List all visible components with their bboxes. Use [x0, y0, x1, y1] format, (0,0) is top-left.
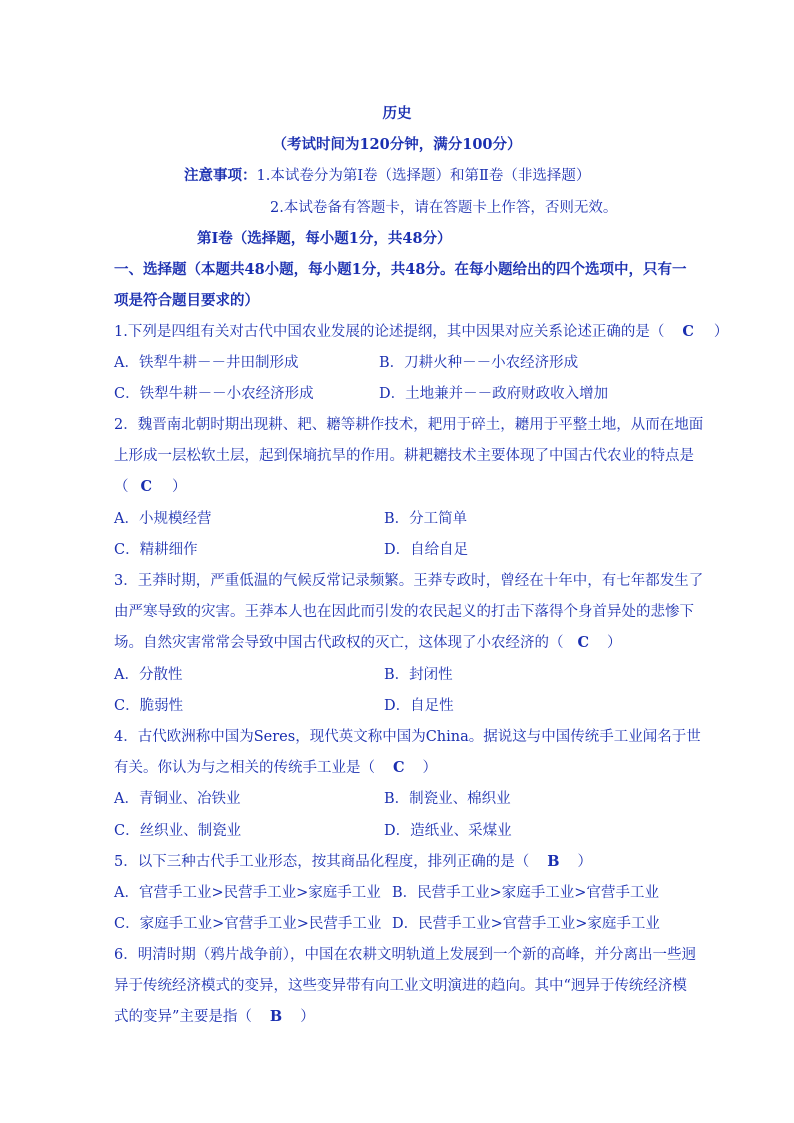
notice-line-1	[184, 166, 590, 186]
question-2-option-b: B．分工简单	[384, 511, 468, 527]
question-2-option-d: D．自给自足	[384, 542, 469, 558]
question-4-option-a: A．青铜业、冶铁业	[114, 791, 241, 807]
volume-title: 第Ⅰ卷（选择题，每小题1分，共48分）	[197, 230, 452, 247]
question-2-answer-line	[114, 477, 187, 497]
question-1-option-c: C．铁犁牛耕－－小农经济形成	[114, 386, 314, 402]
question-3-line-1: 3．王莽时期，严重低温的气候反常记录频繁。王莽专政时，曾经在十年中，有七年都发生了	[114, 573, 704, 589]
question-3-option-c: C．脆弱性	[114, 698, 184, 714]
question-1-option-d: D．土地兼并－－政府财政收入增加	[379, 386, 609, 402]
question-5-option-d: D．民营手工业>官营手工业>家庭手工业	[392, 916, 660, 932]
question-4-answer: C	[393, 759, 405, 776]
question-4-option-b: B．制瓷业、棉织业	[384, 791, 511, 807]
exam-title: 历史	[382, 105, 412, 122]
section-heading-line-2: 项是符合题目要求的）	[114, 292, 259, 309]
exam-subtitle: （考试时间为120分钟，满分100分）	[272, 136, 522, 153]
question-6-answer: B	[269, 1008, 283, 1025]
question-1-option-b: B．刀耕火种－－小农经济形成	[379, 355, 579, 371]
question-5-option-b: B．民营手工业>家庭手工业>官营手工业	[392, 885, 659, 901]
section-heading-line-1: 一、选择题（本题共48小题，每小题1分，共48分。在每小题给出的四个选项中，只有一	[114, 261, 687, 278]
question-6-line-2: 异于传统经济模式的变异，这些变异带有向工业文明演进的趋向。其中“迥异于传统经济模	[114, 978, 687, 994]
notice-item-1: 1.本试卷分为第Ⅰ卷（选择题）和第Ⅱ卷（非选择题）	[256, 168, 591, 184]
question-6-text: 式的变异”主要是指（	[114, 1009, 252, 1025]
question-3-close: ）	[607, 635, 622, 651]
question-1-option-a: A．铁犁牛耕－－井田制形成	[114, 355, 299, 371]
question-3-text: 场。自然灾害常常会导致中国古代政权的灭亡，这体现了小农经济的（	[114, 635, 564, 651]
question-4-option-c: C．丝织业、制瓷业	[114, 823, 242, 839]
question-2-option-c: C．精耕细作	[114, 542, 198, 558]
question-4-close: ）	[422, 760, 438, 776]
notice-label: 注意事项：	[184, 167, 257, 184]
question-5-option-c: C．家庭手工业>官营手工业>民营手工业	[114, 916, 382, 932]
question-3-option-a: A．分散性	[114, 667, 183, 683]
notice-item-2: 2.本试卷备有答题卡，请在答题卡上作答，否则无效。	[270, 200, 618, 216]
question-1-stem	[114, 322, 728, 342]
question-5-option-a: A．官营手工业>民营手工业>家庭手工业	[114, 885, 381, 901]
question-2-option-a: A．小规模经营	[114, 511, 212, 527]
question-1-answer: C	[682, 323, 694, 340]
question-1-close: ）	[713, 324, 729, 340]
question-6-line-1: 6．明清时期（鸦片战争前），中国在农耕文明轨道上发展到一个新的高峰，并分离出一些迥	[114, 947, 696, 963]
question-1-text: 1.下列是四组有关对古代中国农业发展的论述提纲，其中因果对应关系论述正确的是（	[114, 324, 665, 340]
question-3-answer: C	[577, 634, 590, 651]
question-3-option-d: D．自足性	[384, 698, 454, 714]
question-6-close: ）	[300, 1009, 315, 1025]
question-4-line-1: 4．古代欧洲称中国为Seres，现代英文称中国为China。据说这与中国传统手工业闻名于世	[114, 729, 701, 745]
question-3-option-b: B．封闭性	[384, 667, 453, 683]
question-3-line-2: 由严寒导致的灾害。王莽本人也在因此而引发的农民起义的打击下落得个身首异处的悲惨下	[114, 604, 694, 620]
question-5-close: ）	[577, 854, 592, 870]
question-2-line-2: 上形成一层松软土层，起到保墒抗旱的作用。耕耙耱技术主要体现了中国古代农业的特点是	[114, 448, 694, 464]
question-6-line-3	[114, 1007, 315, 1027]
question-2-line-1: 2．魏晋南北朝时期出现耕、耙、耱等耕作技术，耙用于碎土，耱用于平整土地，从而在地面	[114, 417, 704, 433]
question-4-line-2	[114, 758, 437, 778]
question-4-text: 有关。你认为与之相关的传统手工业是（	[114, 760, 375, 776]
question-2-answer: C	[140, 478, 153, 495]
question-2-open: （	[114, 479, 129, 495]
question-5-text: 5．以下三种古代手工业形态，按其商品化程度，排列正确的是（	[114, 854, 530, 870]
question-2-close: ）	[172, 479, 187, 495]
question-5-stem	[114, 852, 592, 872]
question-5-answer: B	[547, 853, 560, 870]
question-4-option-d: D．造纸业、采煤业	[384, 823, 512, 839]
question-3-line-3	[114, 633, 622, 653]
